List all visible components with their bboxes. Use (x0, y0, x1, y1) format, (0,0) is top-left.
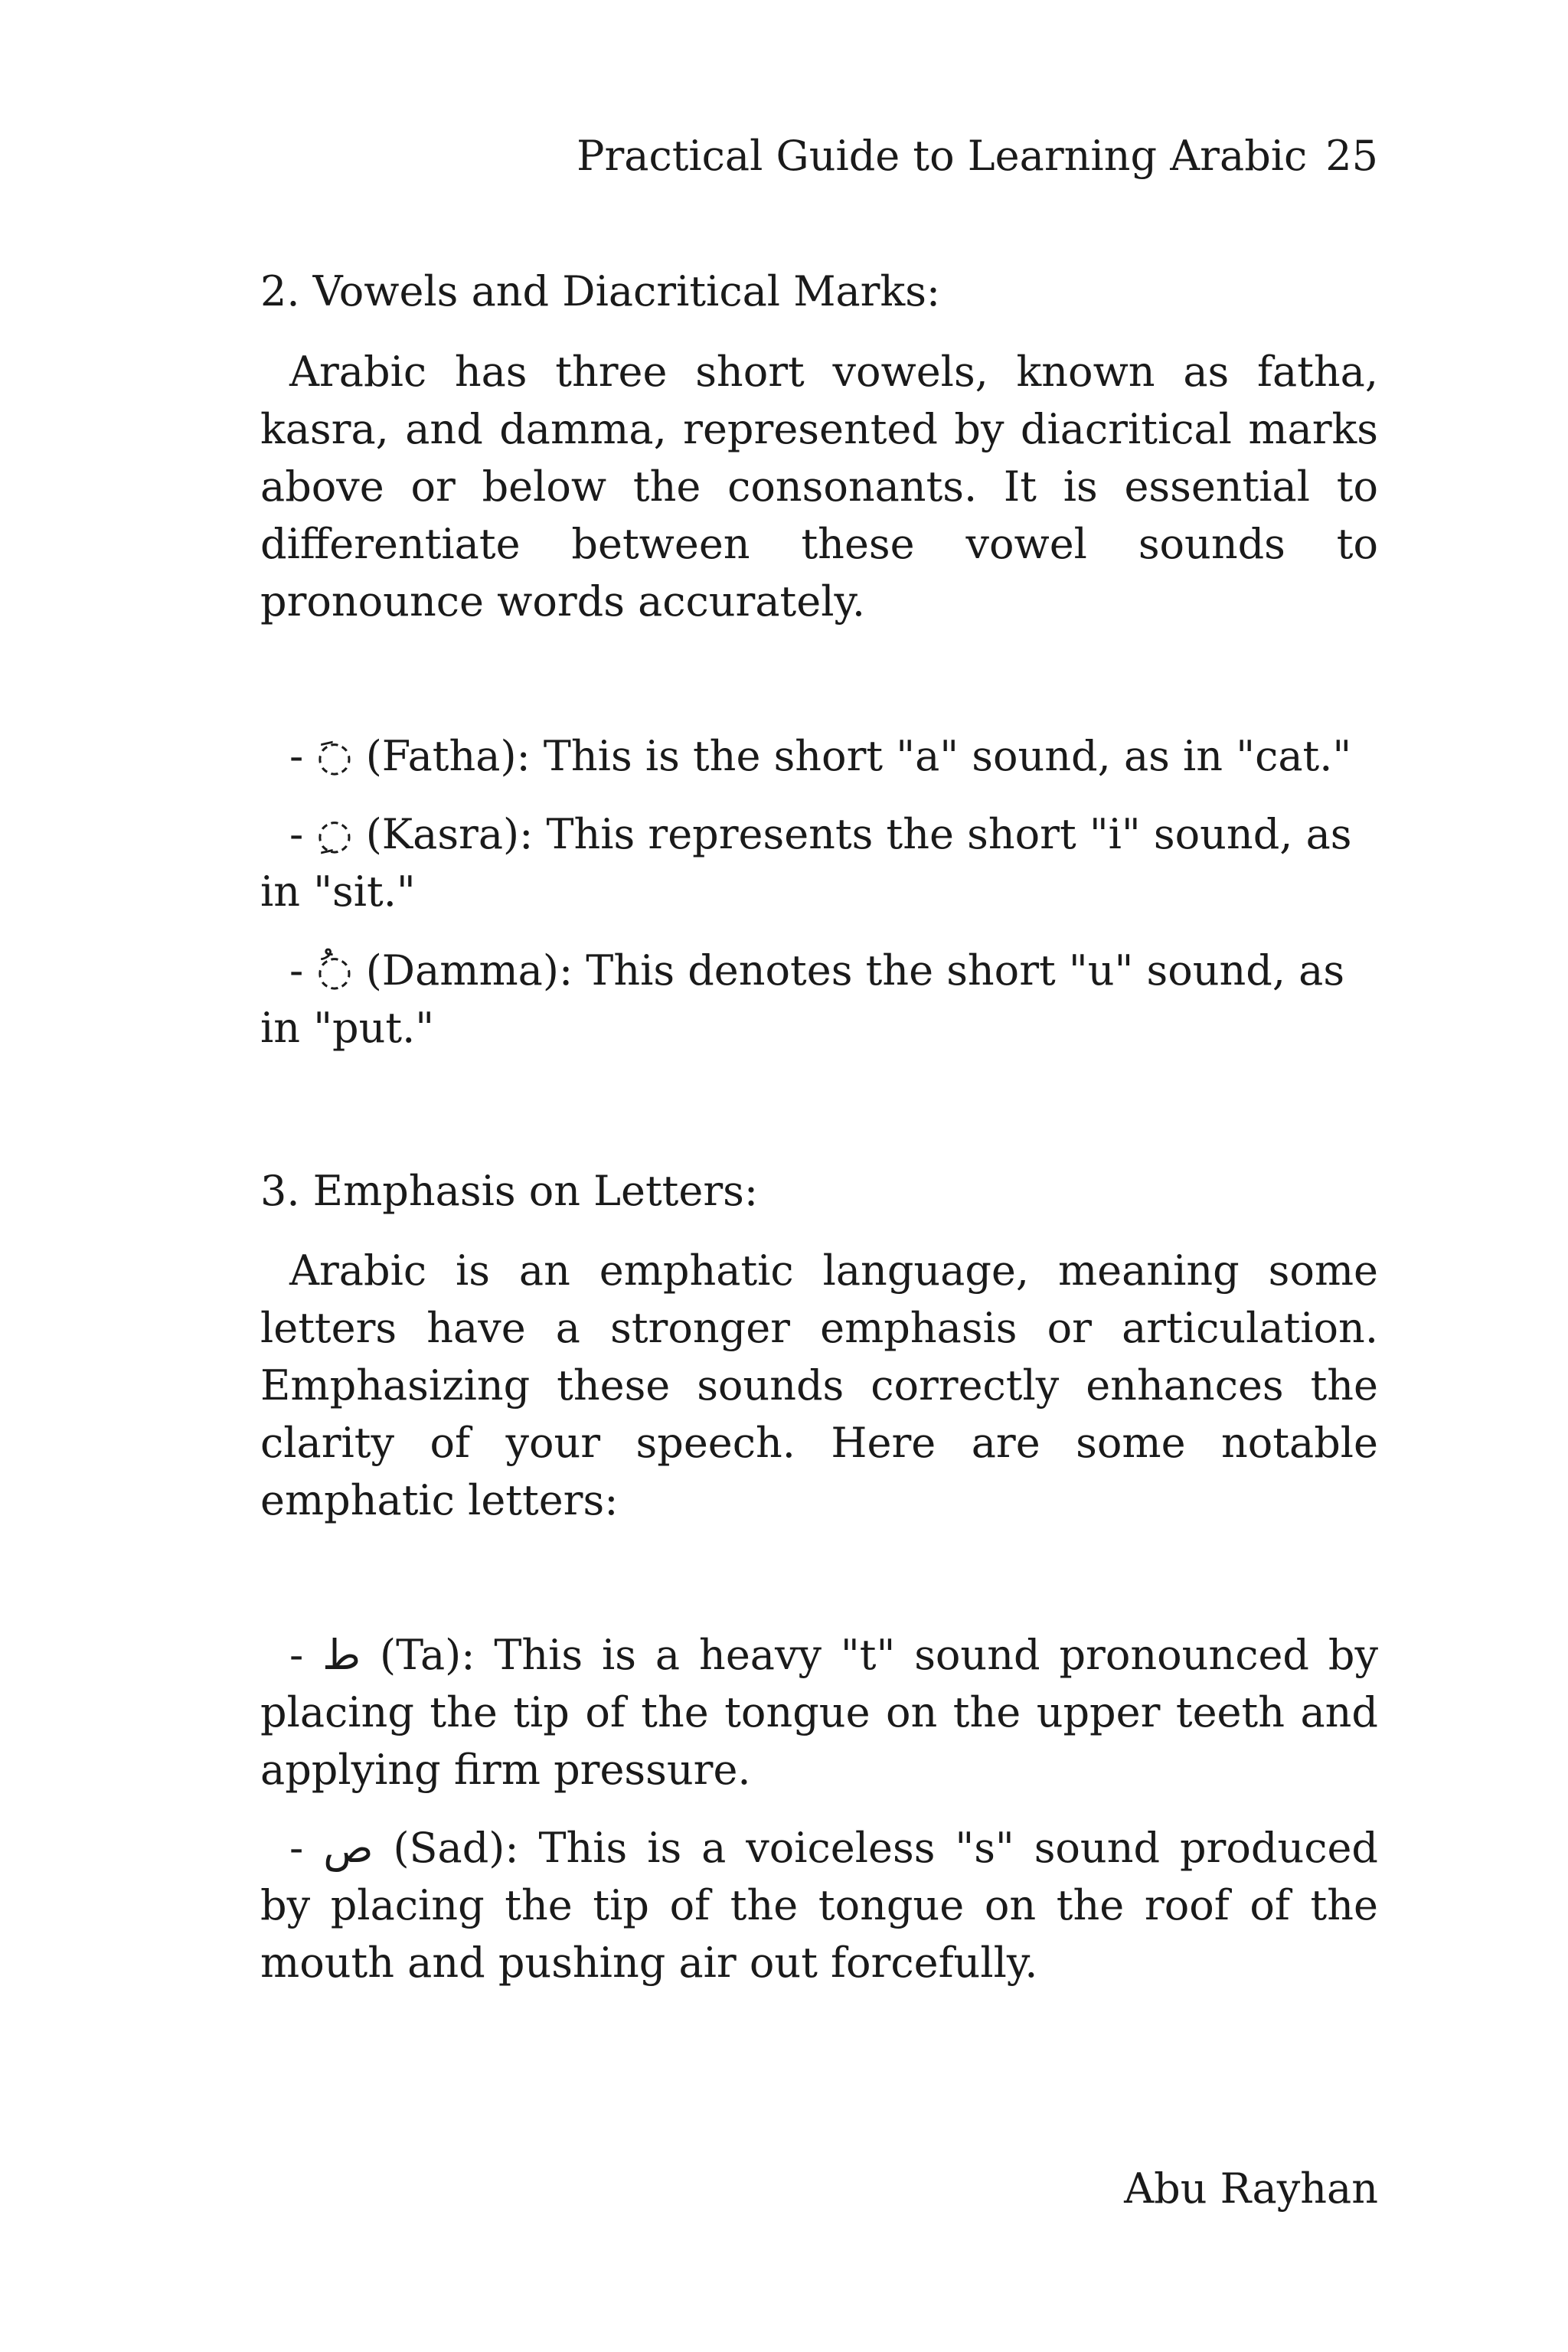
section-paragraph-emphasis: Arabic is an emphatic language, meaning some letters have a stronger emphasis or articulation. Emphasizing these sounds correctly enhances the clarity of your speech. Here are some notable emphatic letters: (260, 1246, 1378, 1524)
ta-letter-glyph: ط (322, 1631, 361, 1679)
sad-letter-glyph: ص (323, 1824, 374, 1872)
list-item-sad (260, 1819, 1378, 1991)
list-item-prefix: - (289, 1631, 323, 1679)
list-item-prefix: - (289, 732, 317, 780)
list-item-kasra (260, 805, 1378, 920)
section-paragraph-vowels: Arabic has three short vowels, known as fatha, kasra, and damma, represented by diacritical marks above or below the consonants. It is essential to differentiate between these vowel sounds to pronounce words accurately. (260, 348, 1378, 626)
list-item-prefix: - (289, 1824, 324, 1872)
list-item-prefix: - (289, 810, 317, 858)
section-heading-vowels: 2. Vowels and Diacritical Marks: (260, 267, 941, 315)
list-item-text: (Damma): This denotes the short "u" sound, as in "put." (260, 946, 1345, 1052)
author-footer: Abu Rayhan (1124, 2164, 1378, 2213)
list-item-text: (Sad): This is a voiceless "s" sound produced by placing the tip of the tongue on the roof of the mouth and pushing air out forcefully. (260, 1824, 1378, 1987)
running-header (577, 122, 1378, 190)
section-heading-emphasis: 3. Emphasis on Letters: (260, 1167, 759, 1215)
kasra-diacritic-glyph: ◌ِ (316, 810, 353, 858)
list-item-ta (260, 1626, 1378, 1798)
list-item-text: (Ta): This is a heavy "t" sound pronounced by placing the tip of the tongue on the upper teeth and applying firm pressure. (260, 1631, 1378, 1794)
list-item-damma (260, 942, 1378, 1057)
list-item-fatha (260, 727, 1378, 785)
list-item-text: (Fatha): This is the short "a" sound, as in "cat." (352, 732, 1352, 780)
damma-diacritic-glyph: ◌ُ (316, 946, 353, 995)
fatha-diacritic-glyph: ◌َ (316, 732, 353, 780)
list-item-text: (Kasra): This represents the short "i" sound, as in "sit." (260, 810, 1352, 916)
page-number: 25 (1325, 132, 1378, 180)
running-title: Practical Guide to Learning Arabic (577, 132, 1308, 180)
list-item-prefix: - (289, 946, 317, 995)
